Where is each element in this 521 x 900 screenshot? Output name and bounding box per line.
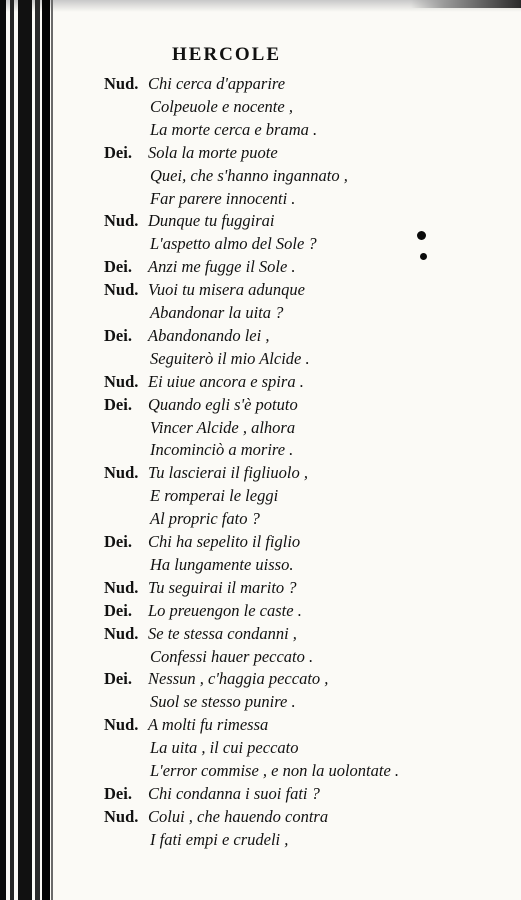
speaker-label: Dei. [104,783,132,803]
verse-line: Quei, che s'hanno ingannato , [150,165,348,185]
verse-line: Ha lungamente uisso. [150,554,294,574]
speaker-label: Nud. [104,211,139,231]
verse-line: Chi condanna i suoi fati ? [148,783,320,803]
binding-edge [0,0,6,900]
speaker-label: Nud. [104,806,139,826]
verse-line: Far parere innocenti . [150,188,296,208]
speaker-label: Dei. [104,142,132,162]
verse-line: Vuoi tu misera adunque [148,280,305,300]
verse-line: Quando egli s'è potuto [148,394,298,414]
verse-line: La morte cerca e brama . [150,119,318,139]
speaker-label: Dei. [104,325,132,345]
verse-line: Anzi me fugge il Sole . [148,257,296,277]
binding-edge [18,0,32,900]
verse-line: Se te stessa condanni , [148,623,297,643]
verse-line: Suol se stesso punire . [150,692,296,712]
verse-line: L'error commise , e non la uolontate . [150,761,400,780]
verse-line: Incominciò a morire . [150,440,294,460]
verse-line: Colui , che hauendo contra [148,806,329,826]
verse-line: E romperai le leggi [150,486,279,506]
verse-line: Abandonar la uita ? [150,303,284,322]
verse-line: L'aspetto almo del Sole ? [150,234,317,254]
binding-edge [10,0,14,900]
speaker-label: Nud. [104,577,139,597]
speaker-label: Dei. [104,394,132,414]
speaker-label: Nud. [104,74,139,93]
verse-line: Al propric fato ? [150,509,260,529]
verse-line: I fati empi e crudeli , [150,829,289,849]
speaker-label: Dei. [104,257,132,277]
verse-line: Seguiterò il mio Alcide . [150,348,310,368]
verse-line: Vincer Alcide , alhora [150,417,296,437]
verse-line: A molti fu rimessa [148,715,269,735]
speaker-label: Nud. [104,463,139,483]
ink-blot [420,253,427,260]
speaker-label: Dei. [104,532,132,551]
verse-line: Tu lascierai il figliuolo , [148,463,308,483]
binding-edge [42,0,50,900]
speaker-label: Nud. [104,623,139,643]
speaker-label: Dei. [104,669,132,689]
verse-line: Ei uiue ancora e spira . [148,371,304,391]
verse-line: La uita , il cui peccato [150,738,299,758]
verse-line: Lo preuengon le caste . [148,600,302,620]
verse-line: Abandonando lei , [148,325,270,345]
speaker-label: Nud. [104,715,139,735]
verse-line: Colpeuole e nocente , [150,96,293,116]
verse-line: Nessun , c'haggia peccato , [148,669,329,689]
verse-line: Chi cerca d'apparire [148,74,286,93]
running-header: HERCOLE [172,44,282,65]
ink-blot [417,231,426,240]
verse-line: Tu seguirai il marito ? [148,577,297,597]
binding-edge [51,0,53,900]
binding-edge [35,0,40,900]
verse-line: Confessi hauer peccato . [150,646,314,666]
speaker-label: Dei. [104,600,132,620]
verse-line: Sola la morte puote [148,142,278,162]
verse-line: Chi ha sepelito il figlio [148,532,301,551]
speaker-label: Nud. [104,371,139,391]
verse-line: Dunque tu fuggirai [148,211,275,231]
page-corner-shadow [411,0,521,8]
speaker-label: Nud. [104,280,139,300]
